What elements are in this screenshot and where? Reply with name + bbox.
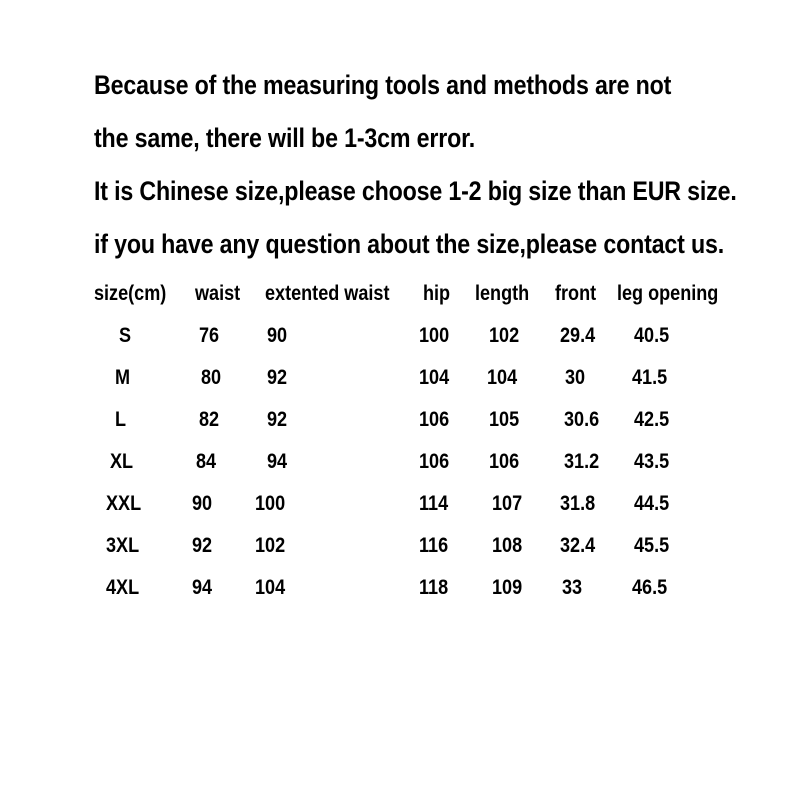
cell-hip: 100 <box>419 324 450 347</box>
cell-front: 30.6 <box>564 408 600 431</box>
cell-length: 102 <box>489 324 520 347</box>
cell-size: 3XL <box>106 534 140 557</box>
cell-waist: 80 <box>201 366 222 389</box>
notice-line-2: the same, there will be 1-3cm error. <box>94 123 475 153</box>
cell-extented-waist: 90 <box>267 324 288 347</box>
cell-length: 108 <box>492 534 523 557</box>
cell-size: S <box>119 324 132 347</box>
cell-front: 31.8 <box>560 492 596 515</box>
cell-length: 104 <box>487 366 518 389</box>
cell-waist: 90 <box>192 492 213 515</box>
header-hip: hip <box>423 282 451 305</box>
cell-length: 105 <box>489 408 520 431</box>
cell-hip: 114 <box>419 492 449 515</box>
cell-hip: 116 <box>419 534 449 557</box>
cell-extented-waist: 94 <box>267 450 288 473</box>
cell-leg-opening: 45.5 <box>634 534 670 557</box>
header-waist: waist <box>195 282 241 305</box>
header-leg-opening: leg opening <box>617 282 719 305</box>
cell-leg-opening: 40.5 <box>634 324 670 347</box>
cell-extented-waist: 104 <box>255 576 286 599</box>
cell-front: 32.4 <box>560 534 596 557</box>
cell-extented-waist: 102 <box>255 534 286 557</box>
cell-extented-waist: 100 <box>255 492 286 515</box>
cell-length: 107 <box>492 492 523 515</box>
cell-size: 4XL <box>106 576 140 599</box>
notice-line-1: Because of the measuring tools and methods are not <box>94 70 672 100</box>
cell-hip: 104 <box>419 366 450 389</box>
header-length: length <box>475 282 530 305</box>
cell-size: L <box>115 408 127 431</box>
cell-front: 33 <box>562 576 583 599</box>
cell-size: XXL <box>106 492 142 515</box>
header-front: front <box>555 282 597 305</box>
notice-line-4: if you have any question about the size,please contact us. <box>94 229 725 259</box>
cell-waist: 82 <box>199 408 220 431</box>
notice-line-3: It is Chinese size,please choose 1-2 big size than EUR size. <box>94 176 737 206</box>
cell-length: 109 <box>492 576 523 599</box>
cell-length: 106 <box>489 450 520 473</box>
cell-hip: 106 <box>419 408 450 431</box>
cell-leg-opening: 42.5 <box>634 408 670 431</box>
cell-waist: 94 <box>192 576 213 599</box>
cell-waist: 84 <box>196 450 217 473</box>
cell-size: XL <box>110 450 134 473</box>
cell-leg-opening: 44.5 <box>634 492 670 515</box>
cell-extented-waist: 92 <box>267 366 288 389</box>
cell-front: 31.2 <box>564 450 600 473</box>
cell-hip: 118 <box>419 576 449 599</box>
cell-waist: 92 <box>192 534 213 557</box>
cell-leg-opening: 43.5 <box>634 450 670 473</box>
cell-front: 29.4 <box>560 324 596 347</box>
header-extented-waist: extented waist <box>265 282 390 305</box>
cell-leg-opening: 41.5 <box>632 366 668 389</box>
cell-waist: 76 <box>199 324 220 347</box>
cell-extented-waist: 92 <box>267 408 288 431</box>
header-size: size(cm) <box>94 282 167 305</box>
cell-size: M <box>115 366 131 389</box>
cell-front: 30 <box>565 366 586 389</box>
cell-hip: 106 <box>419 450 450 473</box>
cell-leg-opening: 46.5 <box>632 576 668 599</box>
